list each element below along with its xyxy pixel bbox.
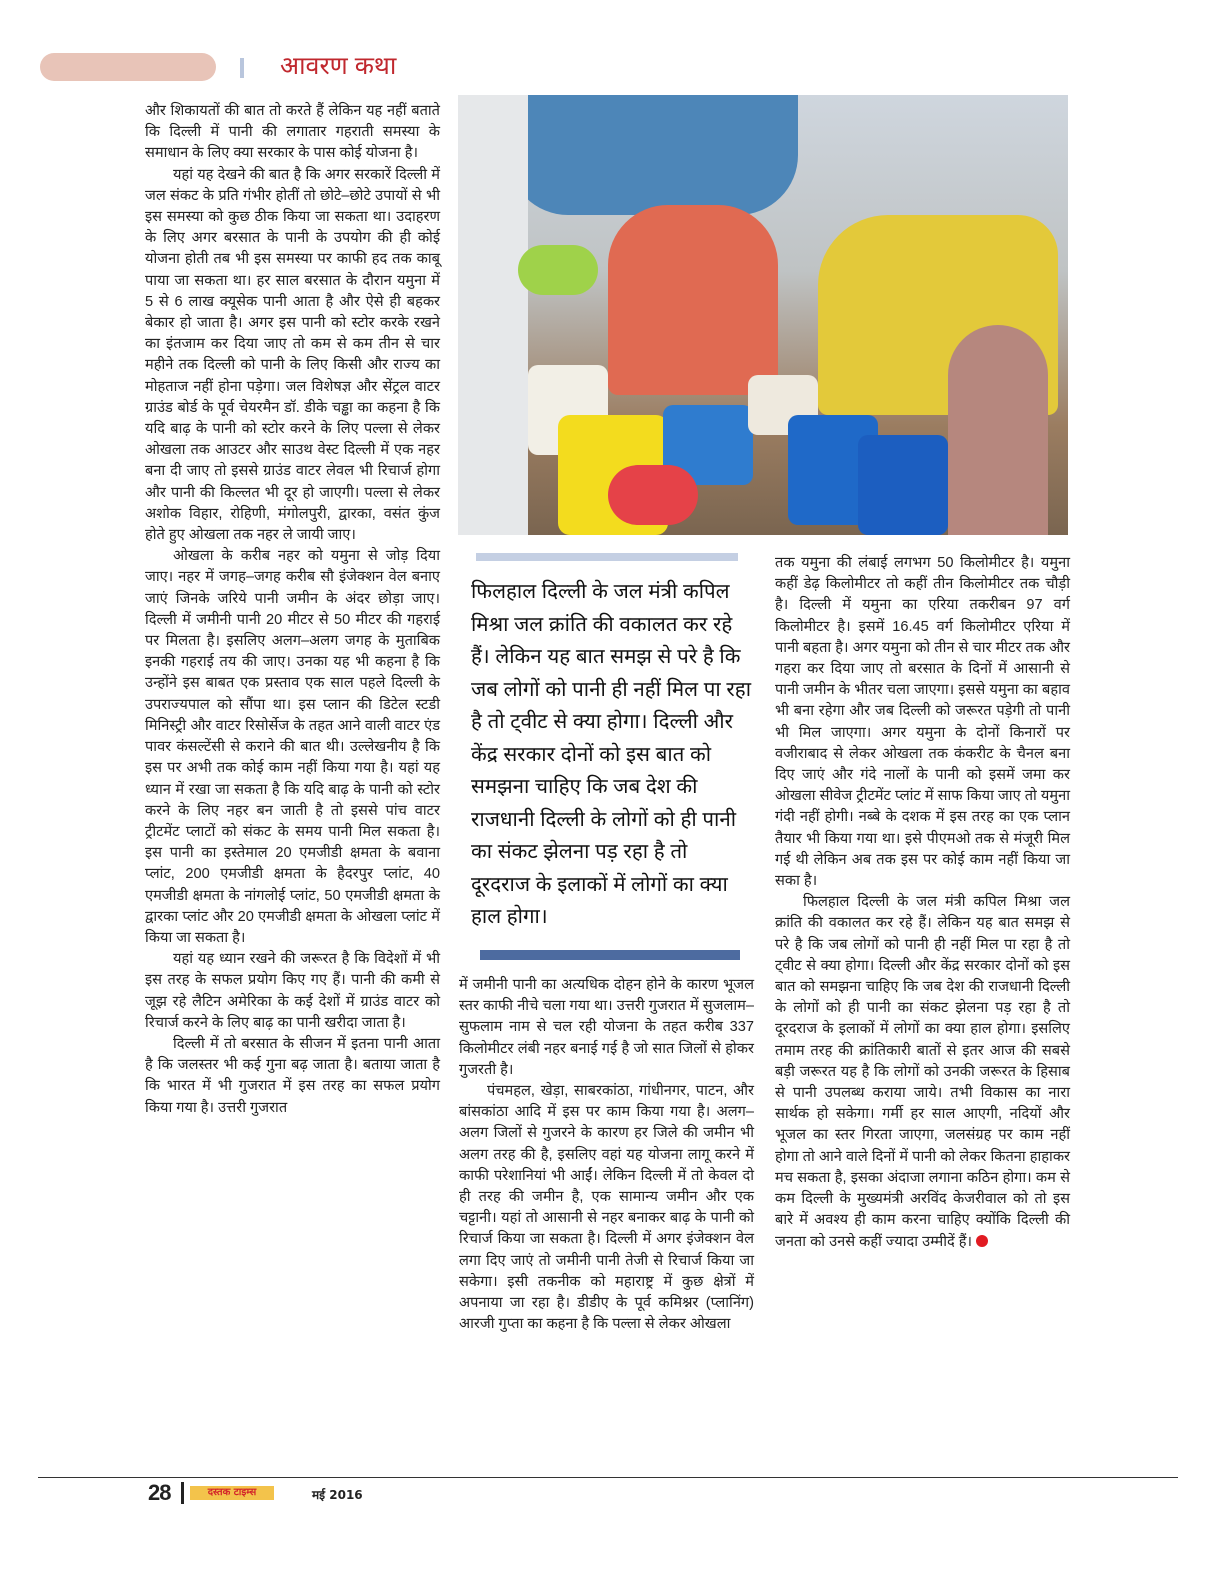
section-title: आवरण कथा: [280, 52, 397, 80]
page-number: 28: [148, 1480, 171, 1505]
pull-quote-bottom-bar: [480, 950, 740, 960]
paragraph: और शिकायतों की बात तो करते हैं लेकिन यह नहीं बताते कि दिल्ली में पानी की लगातार गहराती समस्या के समाधान के लिए क्या सरकार के पास कोई योजना है।: [145, 103, 440, 162]
paragraph: यहां यह देखने की बात है कि अगर सरकारें दिल्ली में जल संकट के प्रति गंभीर होतीं तो छोटे–छोटे उपायों से भी इस समस्या को कुछ ठीक किया जा सकता था। उदाहरण के लिए अगर बरसात के पानी के उपयोग की ही कोई योजना होती तब भी इस समस्या पर काफी हद तक काबू पाया जा सकता था। हर साल बरसात के दौरान यमुना में 5 से 6 लाख क्यूसेक पानी आता है और ऐसे ही बहकर बेकार हो जाता है। अगर इस पानी को स्टोर करके रखने का इंतजाम कर दिया जाए तो कम से कम तीन से चार महीने तक दिल्ली को पानी के लिए किसी और राज्य का मोहताज नहीं होना पड़ेगा। जल विशेषज्ञ और सेंट्रल वाटर ग्राउंड बोर्ड के पूर्व चेयरमैन डॉ. डीके चड्ढा का कहना है कि यदि बाढ़ के पानी को स्टोर करने के लिए पल्ला से लेकर ओखला तक आउटर और साउथ वेस्ट दिल्ली में एक नहर बना दी जाए तो इससे ग्राउंड वाटर लेवल भी रिचार्ज होगा और पानी की किल्लत भी दूर हो जाएगी। पल्ला से लेकर अशोक विहार, रोहिणी, मंगोलपुरी, द्वारका, वसंत कुंज होते हुए ओखला तक नहर ले जायी जाए।: [145, 166, 440, 544]
paragraph: में जमीनी पानी का अत्यधिक दोहन होने के कारण भूजल स्तर काफी नीचे चला गया था। उत्तरी गुजरात में सुजलाम–सुफलाम नाम से चल रही योजना के तहत करीब 337 किलोमीटर लंबी नहर बनाई गई है जो सात जिलों से होकर गुजरती है।: [459, 977, 754, 1078]
paragraph: यहां यह ध्यान रखने की जरूरत है कि विदेशों में भी इस तरह के सफल प्रयोग किए गए हैं। पानी की कमी से जूझ रहे लैटिन अमेरिका के कई देशों में ग्राउंड वाटर को रिचार्ज करने के लिए बाढ़ का पानी खरीदा जाता है।: [145, 951, 440, 1031]
paragraph: दिल्ली में तो बरसात के सीजन में इतना पानी आता है कि जलस्तर भी कई गुना बढ़ जाता है। बताया जाता है कि भारत में भी गुजरात में इस तरह का सफल प्रयोग किया गया है। उत्तरी गुजरात: [145, 1035, 440, 1116]
paragraph: ओखला के करीब नहर को यमुना से जोड़ दिया जाए। नहर में जगह–जगह करीब सौ इंजेक्शन वेल बनाए जाएं जिनके जरिये पानी जमीन के अंदर छोड़ा जाए। दिल्ली में जमीनी पानी 20 मीटर से 50 मीटर की गहराई पर मिलता है। इसलिए अलग–अलग जगह के मुताबिक इनकी गहराई तय की जाए। उनका यह भी कहना है कि उन्होंने इस बाबत एक प्रस्ताव एक साल पहले दिल्ली के उपराज्यपाल को सौंपा था। इस प्लान की डिटेल स्टडी मिनिस्ट्री और वाटर रिसोर्सेज के तहत आने वाली वाटर एंड पावर कंसल्टेंसी से कराने की बात थी। उल्लेखनीय है कि इस पर अभी तक कोई काम नहीं किया गया है। यहां यह ध्यान में रखा जा सकता है कि यदि बाढ़ के पानी को स्टोर करने के लिए नहर बन जाती है तो इससे पांच वाटर ट्रीटमेंट प्लाटों को संकट के समय पानी मिल सकता है। इस पानी का इस्तेमाल 20 एमजीडी क्षमता के बवाना प्लांट, 200 एमजीडी क्षमता के हैदरपुर प्लांट, 40 एमजीडी क्षमता के नांगलोई प्लांट, 50 एमजीडी क्षमता के द्वारका प्लांट और 20 एमजीडी क्षमता के ओखला प्लांट में किया जा सकता है।: [145, 548, 440, 946]
pull-quote: फिलहाल दिल्ली के जल मंत्री कपिल मिश्रा जल क्रांति की वकालत कर रहे हैं। लेकिन यह बात समझ से परे है कि जब लोगों को पानी ही नहीं मिल पा रहा है तो ट्वीट से क्या होगा। दिल्ली और केंद्र सरकार दोनों को इस बात को समझना चाहिए कि जब देश की राजधानी दिल्ली के लोगों को ही पानी का संकट झेलना पड़ रहा है तो दूरदराज के इलाकों में लोगों का क्या हाल होगा।: [471, 580, 752, 928]
article-column-3: [775, 553, 1070, 1253]
issue-date: मई 2016: [312, 1488, 363, 1502]
article-column-1: [145, 101, 440, 1119]
footer-separator: [181, 1482, 184, 1504]
article-photo-women-filling-water: [458, 95, 1068, 535]
section-tab-decoration: [40, 53, 216, 81]
footer-rule: [38, 1477, 1178, 1478]
pull-quote-top-bar: [476, 553, 738, 561]
section-divider: [240, 58, 244, 78]
paragraph: पंचमहल, खेड़ा, साबरकांठा, गांधीनगर, पाटन, और बांसकांठा आदि में इस पर काम किया गया है। अलग–अलग जिलों से गुजरने के कारण हर जिले की जमीन भी अलग तरह की है, इसलिए वहां यह योजना लागू करने में काफी परेशानियां भी आईं। लेकिन दिल्ली में तो केवल दो ही तरह की जमीन है, एक सामान्य जमीन और एक चट्टानी। यहां तो आसानी से नहर बनाकर बाढ़ के पानी को रिचार्ज किया जा सकता है। दिल्ली में अगर इंजेक्शन वेल लगा दिए जाएं तो जमीनी पानी तेजी से रिचार्ज किया जा सकेगा। इसी तकनीक को महाराष्ट्र में कुछ क्षेत्रों में अपनाया जा रहा है। डीडीए के पूर्व कमिश्नर (प्लानिंग) आरजी गुप्ता का कहना है कि पल्ला से लेकर ओखला: [459, 1083, 754, 1333]
end-of-article-dot-icon: [976, 1235, 988, 1247]
article-column-2: [459, 975, 754, 1335]
paragraph: फिलहाल दिल्ली के जल मंत्री कपिल मिश्रा जल क्रांति की वकालत कर रहे हैं। लेकिन यह बात समझ से परे है कि जब लोगों को पानी ही नहीं मिल पा रहा है तो ट्वीट से क्या होगा। दिल्ली और केंद्र सरकार दोनों को इस बात को समझना चाहिए कि जब देश की राजधानी दिल्ली के लोगों को ही पानी का संकट झेलना पड़ रहा है तो दूरदराज के इलाकों में लोगों का क्या हाल होगा। इसलिए तमाम तरह की क्रांतिकारी बातों से इतर आज की सबसे बड़ी जरूरत यह है कि लोगों को उनकी जरूरत के हिसाब से पानी उपलब्ध कराया जाये। तभी विकास का नारा सार्थक हो सकेगा। गर्मी हर साल आएगी, नदियों और भूजल का स्तर गिरता जाएगा, जलसंग्रह पर काम नहीं होगा तो आने वाले दिनों में पानी को लेकर कितना हाहाकर मच सकता है, इसका अंदाजा लगाना कठिन होगा। कम से कम दिल्ली के मुख्यमंत्री अरविंद केजरीवाल को तो इस बारे में अवश्य ही काम करना चाहिए क्योंकि दिल्ली की जनता को उनसे कहीं ज्यादा उम्मीदें हैं।: [775, 894, 1070, 1250]
paragraph: तक यमुना की लंबाई लगभग 50 किलोमीटर है। यमुना कहीं डेढ़ किलोमीटर तो कहीं तीन किलोमीटर तक चौड़ी है। दिल्ली में यमुना का एरिया तकरीबन 97 वर्ग किलोमीटर है। इसमें 16.45 वर्ग किलोमीटर एरिया में पानी बहता है। अगर यमुना को तीन से चार मीटर तक और गहरा कर दिया जाए तो बरसात के दिनों में आसानी से पानी जमीन के भीतर चला जाएगा। इससे यमुना का बहाव भी बना रहेगा और जब दिल्ली को जरूरत पड़ेगी तो पानी भी मिल जाएगा। अगर यमुना के दोनों किनारों पर वजीराबाद से लेकर ओखला तक कंकरीट के चैनल बना दिए जाएं और गंदे नालों के पानी को इसमें जमा कर ओखला सीवेज ट्रीटमेंट प्लांट में साफ किया जाए तो यमुना गंदी नहीं होगी। नब्बे के दशक में इस तरह का एक प्लान तैयार भी किया गया था। इसे पीएमओ तक से मंजूरी मिल गई थी लेकिन अब तक इस पर कोई काम नहीं किया जा सका है।: [775, 555, 1070, 890]
magazine-logo: दस्तक टाइम्स: [190, 1486, 274, 1500]
